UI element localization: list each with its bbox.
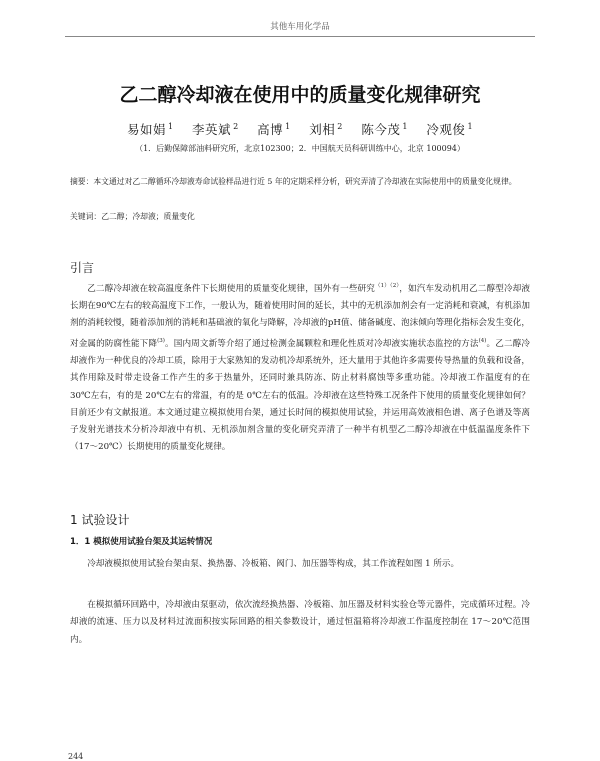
- author-list: [0, 120, 600, 138]
- intro-text-4: 。乙二醇冷却液作为一种优良的冷却工质，除用于大家熟知的发动机冷却系统外，还大量用于其他许多需要传导热量的负载和设备，其作用除及时带走设备工作产生的多于热量外，还同时兼具防冻、防止材料腐蚀等多重功能。冷却液工作温度有的在 30℃左右，有的是 20℃左右的常温，有的是 0℃左右的低温。冷却液在这些特殊工况条件下使用的质量变化规律如何？目前还少有文献报道。本文通过建立模拟使用台架，通过长时间的模拟使用试验，并运用高效液相色谱、离子色谱及等离子发射光谱技术分析冷却液中有机、无机添加剂含量的变化研究弄清了一种半有机型乙二醇冷却液在中低温温度条件下（17～20℃）长期使用的质量变化规律。: [70, 338, 530, 453]
- author-name: 高博: [257, 122, 284, 137]
- keywords-label: 关键词：: [70, 212, 102, 221]
- citation-ref-1-2[interactable]: （1）（2）: [375, 283, 400, 289]
- author: [426, 122, 473, 137]
- author-affil-mark: 1: [285, 121, 291, 131]
- abstract-text: 本文通过对乙二醇循环冷却液寿命试验样品进行近 5 年的定期采样分析，研究弄清了冷却液在实际使用中的质量变化规律。: [93, 177, 517, 186]
- author: [361, 122, 408, 137]
- author-name: 易如娟: [126, 122, 166, 137]
- author-name: 陈今茂: [361, 122, 401, 137]
- section-heading-intro: 引言: [70, 261, 95, 275]
- author-name: 冷观俊: [426, 122, 466, 137]
- author: [127, 122, 174, 137]
- page-number: 244: [68, 752, 84, 761]
- citation-ref-4[interactable]: (4): [478, 337, 487, 344]
- header-divider: [65, 36, 535, 37]
- author: [192, 122, 239, 137]
- keywords-text: 乙二醇；冷却液；质量变化: [101, 212, 195, 221]
- intro-text-1: 乙二醇冷却液在较高温度条件下长期使用的质量变化规律，国外有一些研究: [87, 283, 376, 294]
- author-affil-mark: 1: [402, 121, 408, 131]
- section-heading-1: 1 试验设计: [70, 513, 130, 527]
- author-affil-mark: 1: [167, 121, 174, 131]
- author-affil-mark: 1: [467, 121, 474, 131]
- intro-text-2: ，如汽车发动机用乙二醇型冷却液长期在90℃左右的较高温度下工作，一般认为，随着使用时间的延长，其中的无机添加剂会有一定消耗和衰减，有机添加剂的消耗较慢，随着添加剂的消耗和基础液的氧化与降解，冷却液的pH值、储备碱度、泡沫倾向等理化指标会发生变化，对金属的防腐性能下降: [70, 283, 530, 349]
- paper-title: 乙二醇冷却液在使用中的质量变化规律研究: [119, 84, 481, 106]
- subsection-heading-1-1: 1．1 模拟使用试验台架及其运转情况: [70, 537, 213, 547]
- intro-text-3: 。国内周文新等介绍了通过检测金属颗粒和理化性质对冷却液实施状态监控的方法: [164, 338, 479, 349]
- citation-ref-3[interactable]: (3): [157, 337, 165, 344]
- affiliation: （1．后勤保障部油料研究所，北京102300；2．中国航天员科研训练中心，北京 100094）: [135, 144, 465, 153]
- keywords: [70, 211, 530, 222]
- author-affil-mark: 2: [337, 121, 343, 131]
- author: [257, 122, 291, 137]
- author-affil-mark: 2: [233, 121, 239, 131]
- author-name: 李英斌: [192, 122, 232, 137]
- body-paragraph-1: 冷却液模拟使用试验台架由泵、换热器、冷板箱、阀门、加压器等构成，其工作流程如图 1 所示。: [87, 559, 460, 569]
- author: [309, 122, 343, 137]
- body-paragraph-2: 在模拟循环回路中，冷却液由泵驱动，依次流经换热器、冷板箱、加压器及材料实验仓等元器件，完成循环过程。冷却液的流速、压力以及材料过流面积按实际回路的相关参数设计，通过恒温箱将冷却液工作温度控制在 17～20℃范围内。: [70, 600, 530, 645]
- intro-paragraph: [70, 278, 530, 457]
- running-header-text: 其他车用化学品: [270, 22, 330, 32]
- running-header: [0, 0, 600, 38]
- abstract-label: 摘要：: [70, 177, 94, 186]
- author-name: 刘相: [309, 122, 336, 137]
- abstract: [70, 174, 530, 189]
